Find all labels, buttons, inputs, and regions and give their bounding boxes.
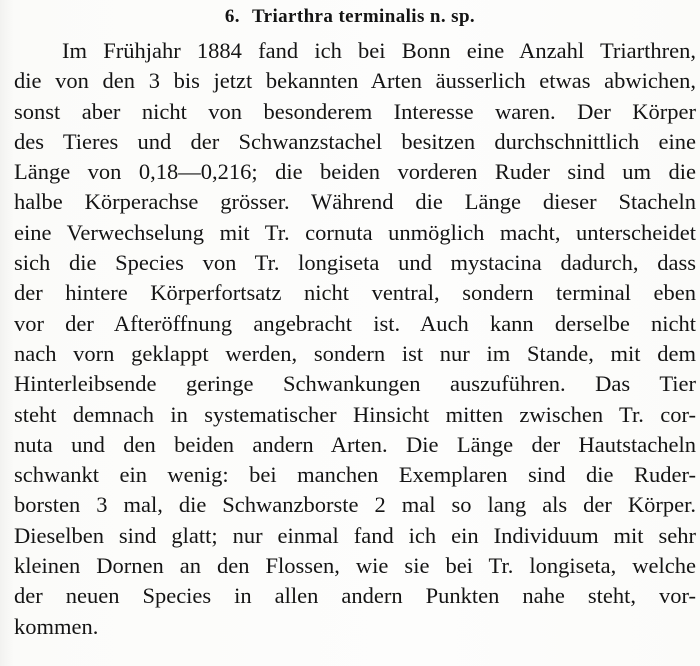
paragraph-line: nuta und den beiden andern Arten. Die Länge der Hautstacheln <box>14 431 696 457</box>
paragraph-line: schwankt ein wenig: bei manchen Exemplaren sind die Ruder- <box>14 462 696 488</box>
paragraph-line: Hinterleibsende geringe Schwankungen auszuführen. Das Tier <box>14 371 696 397</box>
paragraph-line: kommen. <box>14 613 99 639</box>
paragraph-line: kleinen Dornen an den Flossen, wie sie bei Tr. longiseta, welche <box>14 553 696 579</box>
body-paragraph <box>14 36 696 642</box>
paragraph-line: eine Verwechselung mit Tr. cornuta unmöglich macht, unterscheidet <box>14 219 696 245</box>
paragraph-line: der neuen Species in allen andern Punkten nahe steht, vor- <box>14 583 696 609</box>
paragraph-line: des Tieres und der Schwanzstachel besitzen durchschnittlich eine <box>14 128 696 154</box>
paragraph-line: der hintere Körperfortsatz nicht ventral, sondern terminal eben <box>14 280 696 306</box>
paragraph-line: Länge von 0,18—0,216; die beiden vorderen Ruder sind um die <box>14 159 696 185</box>
paragraph-line: vor der Afteröffnung angebracht ist. Auch kann derselbe nicht <box>14 310 696 336</box>
section-number: 6. <box>224 6 240 27</box>
paragraph-line: Dieselben sind glatt; nur einmal fand ich ein Individuum mit sehr <box>14 522 696 548</box>
paragraph-line: die von den 3 bis jetzt bekannten Arten äusserlich etwas abwichen, <box>14 68 696 94</box>
section-title: Triarthra terminalis n. sp. <box>251 6 476 27</box>
paragraph-line: sich die Species von Tr. longiseta und mystacina dadurch, dass <box>14 250 696 276</box>
paragraph-line: Im Frühjahr 1884 fand ich bei Bonn eine Anzahl Triarthren, <box>62 38 696 63</box>
paragraph-line: halbe Körperachse grösser. Während die Länge dieser Stacheln <box>14 189 696 215</box>
paragraph-line: steht demnach in systematischer Hinsicht mitten zwischen Tr. cor- <box>14 401 696 427</box>
section-heading <box>0 5 700 29</box>
paragraph-line: sonst aber nicht von besonderem Interesse waren. Der Körper <box>14 98 696 124</box>
paragraph-line: nach vorn geklappt werden, sondern ist nur im Stande, mit dem <box>14 340 696 366</box>
paragraph-line: borsten 3 mal, die Schwanzborste 2 mal so lang als der Körper. <box>14 492 696 518</box>
